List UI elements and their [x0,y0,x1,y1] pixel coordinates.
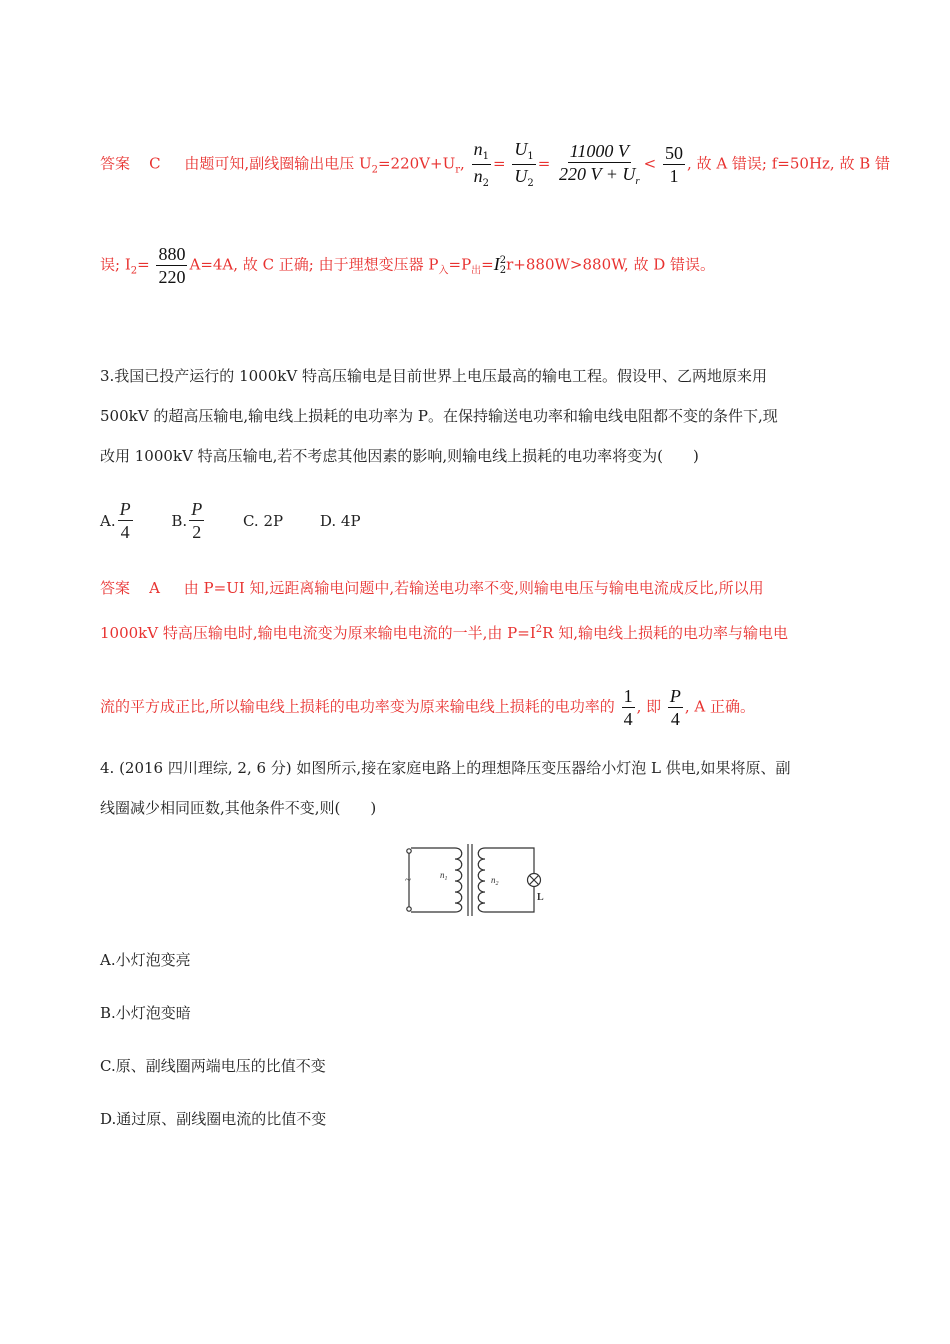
q3-line-1: 3.我国已投产运行的 1000kV 特高压输电是目前世界上电压最高的输电工程。假设甲、乙两地原来用 [100,367,767,385]
q3-options [100,500,393,541]
fraction-50-1: $\frac{50}{1}$ [665,143,684,186]
q2-answer-line-1: 答案 C 由题可知,副线圈输出电压 $U_2=220V+U_r$, $\frac{n_1}{n_2}$ = $\frac{U_1}{U_2}$ = $\frac{11000 V}{220 V + U_r}$ < $\frac{50}{1}$ , 故 A 错误; f=50Hz, 故 B 错 [100,139,891,189]
q4-option-c[interactable]: C.原、副线圈两端电压的比值不变 [100,1057,326,1075]
q2-answer-line-2: 误; $I_2=$ $\frac{880}{220}$ A=4A, 故 C 正确; 由于理想变压器 $P_入=P_出=I$ 2 2 r+880W>880W, 故 D 错误。 [100,244,716,287]
q3-option-b[interactable]: B. $\frac{P}{2}$ [171,499,203,542]
answer-label: 答案 [100,154,131,173]
q3-line-2: 500kV 的超高压输电,输电线上损耗的电功率为 P。在保持输送电功率和输电线电阻都不变的条件下,现 [100,407,778,425]
answer-label: 答案 [100,579,131,597]
ac-source-symbol: ~ [405,874,411,886]
current-squared: I 2 2 [493,253,507,276]
answer-choice: A [149,579,160,597]
secondary-turns-label: $n_2$ [491,875,499,887]
q3-answer-line-1: 答案 A 由 P=UI 知,远距离输电问题中,若输送电功率不变,则输电电压与输电电流成反比,所以用 [100,579,764,597]
fraction-u1-u2: $\frac{U_1}{U_2}$ [514,139,534,189]
q4-line-2: 线圈减少相同匝数,其他条件不变,则( ) [100,799,377,817]
fraction-880-220: $\frac{880}{220}$ [158,244,186,287]
q3-line-3: 改用 1000kV 特高压输电,若不考虑其他因素的影响,则输电线上损耗的电功率将变为( ) [100,447,699,465]
fraction-p-4: $\frac{P}{4}$ [669,686,681,729]
q3-option-d[interactable]: D. 4P [319,511,361,530]
fraction-1-4: $\frac{1}{4}$ [623,686,633,729]
fraction-11000-220: $\frac{11000 V}{220 V + U_r}$ [559,141,640,187]
q3-answer-line-2: 1000kV 特高压输电时,输电电流变为原来输电电流的一半,由 $P=I^2R$ 知,输电线上损耗的电功率与输电电 [100,624,788,642]
lamp-label: L [537,892,544,903]
q3-option-a[interactable]: A. $\frac{P}{4}$ [100,499,131,542]
answer-choice: C [149,154,161,173]
primary-turns-label: $n_1$ [440,870,448,882]
q4-option-b[interactable]: B.小灯泡变暗 [100,1004,191,1022]
q4-option-d[interactable]: D.通过原、副线圈电流的比值不变 [100,1110,327,1128]
q3-option-c[interactable]: C. 2P [242,511,284,530]
q4-line-1: 4. (2016 四川理综, 2, 6 分) 如图所示,接在家庭电路上的理想降压变压器给小灯泡 L 供电,如果将原、副 [100,759,791,777]
transformer-circuit-figure [400,840,550,920]
q3-answer-line-3: 流的平方成正比,所以输电线上损耗的电功率变为原来输电线上损耗的电功率的 $\frac{1}{4}$ , 即 $\frac{P}{4}$ , A 正确。 [100,686,756,729]
fraction-n1-n2: $\frac{n_1}{n_2}$ [473,139,489,189]
q4-option-a[interactable]: A.小灯泡变亮 [100,951,191,969]
